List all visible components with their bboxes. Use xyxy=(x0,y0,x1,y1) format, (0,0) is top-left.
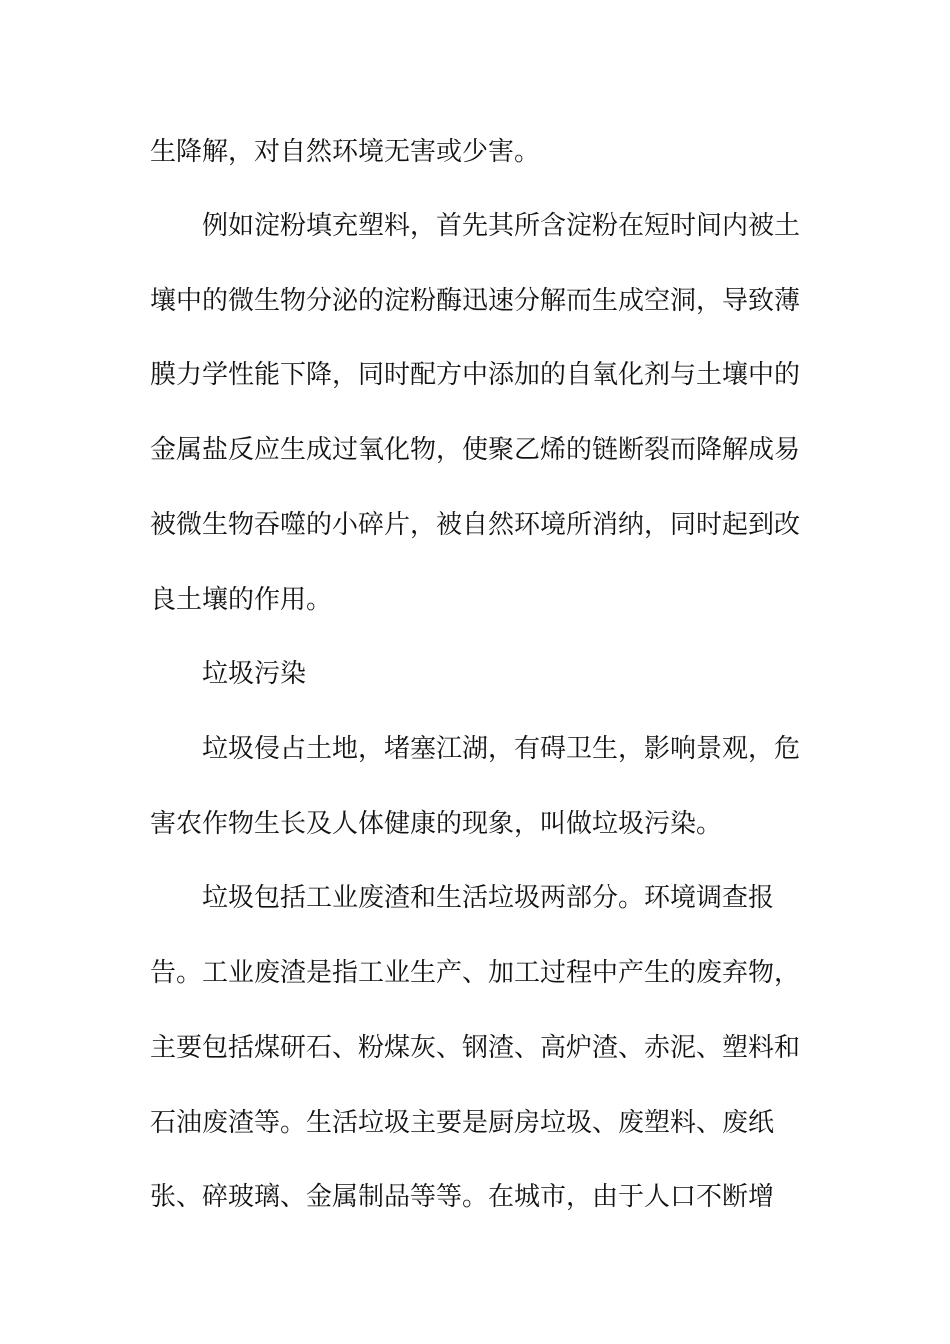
paragraph-line: 石油废渣等。生活垃圾主要是厨房垃圾、废塑料、废纸 xyxy=(150,1108,775,1138)
paragraph-line: 生降解，对自然环境无害或少害。 xyxy=(150,137,541,167)
paragraph-line: 张、碎玻璃、金属制品等等。在城市，由于人口不断增 xyxy=(150,1182,775,1212)
paragraph-line: 金属盐反应生成过氧化物，使聚乙烯的链断裂而降解成易 xyxy=(150,435,801,465)
paragraph-line: 被微生物吞噬的小碎片，被自然环境所消纳，同时起到改 xyxy=(150,510,801,540)
paragraph-line: 膜力学性能下降，同时配方中添加的自氧化剂与土壤中的 xyxy=(150,360,801,390)
section-heading: 垃圾污染 xyxy=(202,659,307,689)
paragraph-line: 垃圾包括工业废渣和生活垃圾两部分。环境调查报 xyxy=(202,883,775,913)
paragraph-line: 壤中的微生物分泌的淀粉酶迅速分解而生成空洞，导致薄 xyxy=(150,286,801,316)
paragraph-line: 例如淀粉填充塑料，首先其所含淀粉在短时间内被土 xyxy=(202,211,801,241)
paragraph-line: 告。工业废渣是指工业生产、加工过程中产生的废弃物， xyxy=(150,958,801,988)
paragraph-line: 良土壤的作用。 xyxy=(150,585,333,615)
paragraph-line: 主要包括煤研石、粉煤灰、钢渣、高炉渣、赤泥、塑料和 xyxy=(150,1033,801,1063)
paragraph-line: 垃圾侵占土地，堵塞江湖，有碍卫生，影响景观，危 xyxy=(202,734,801,764)
paragraph-line: 害农作物生长及人体健康的现象，叫做垃圾污染。 xyxy=(150,809,723,839)
